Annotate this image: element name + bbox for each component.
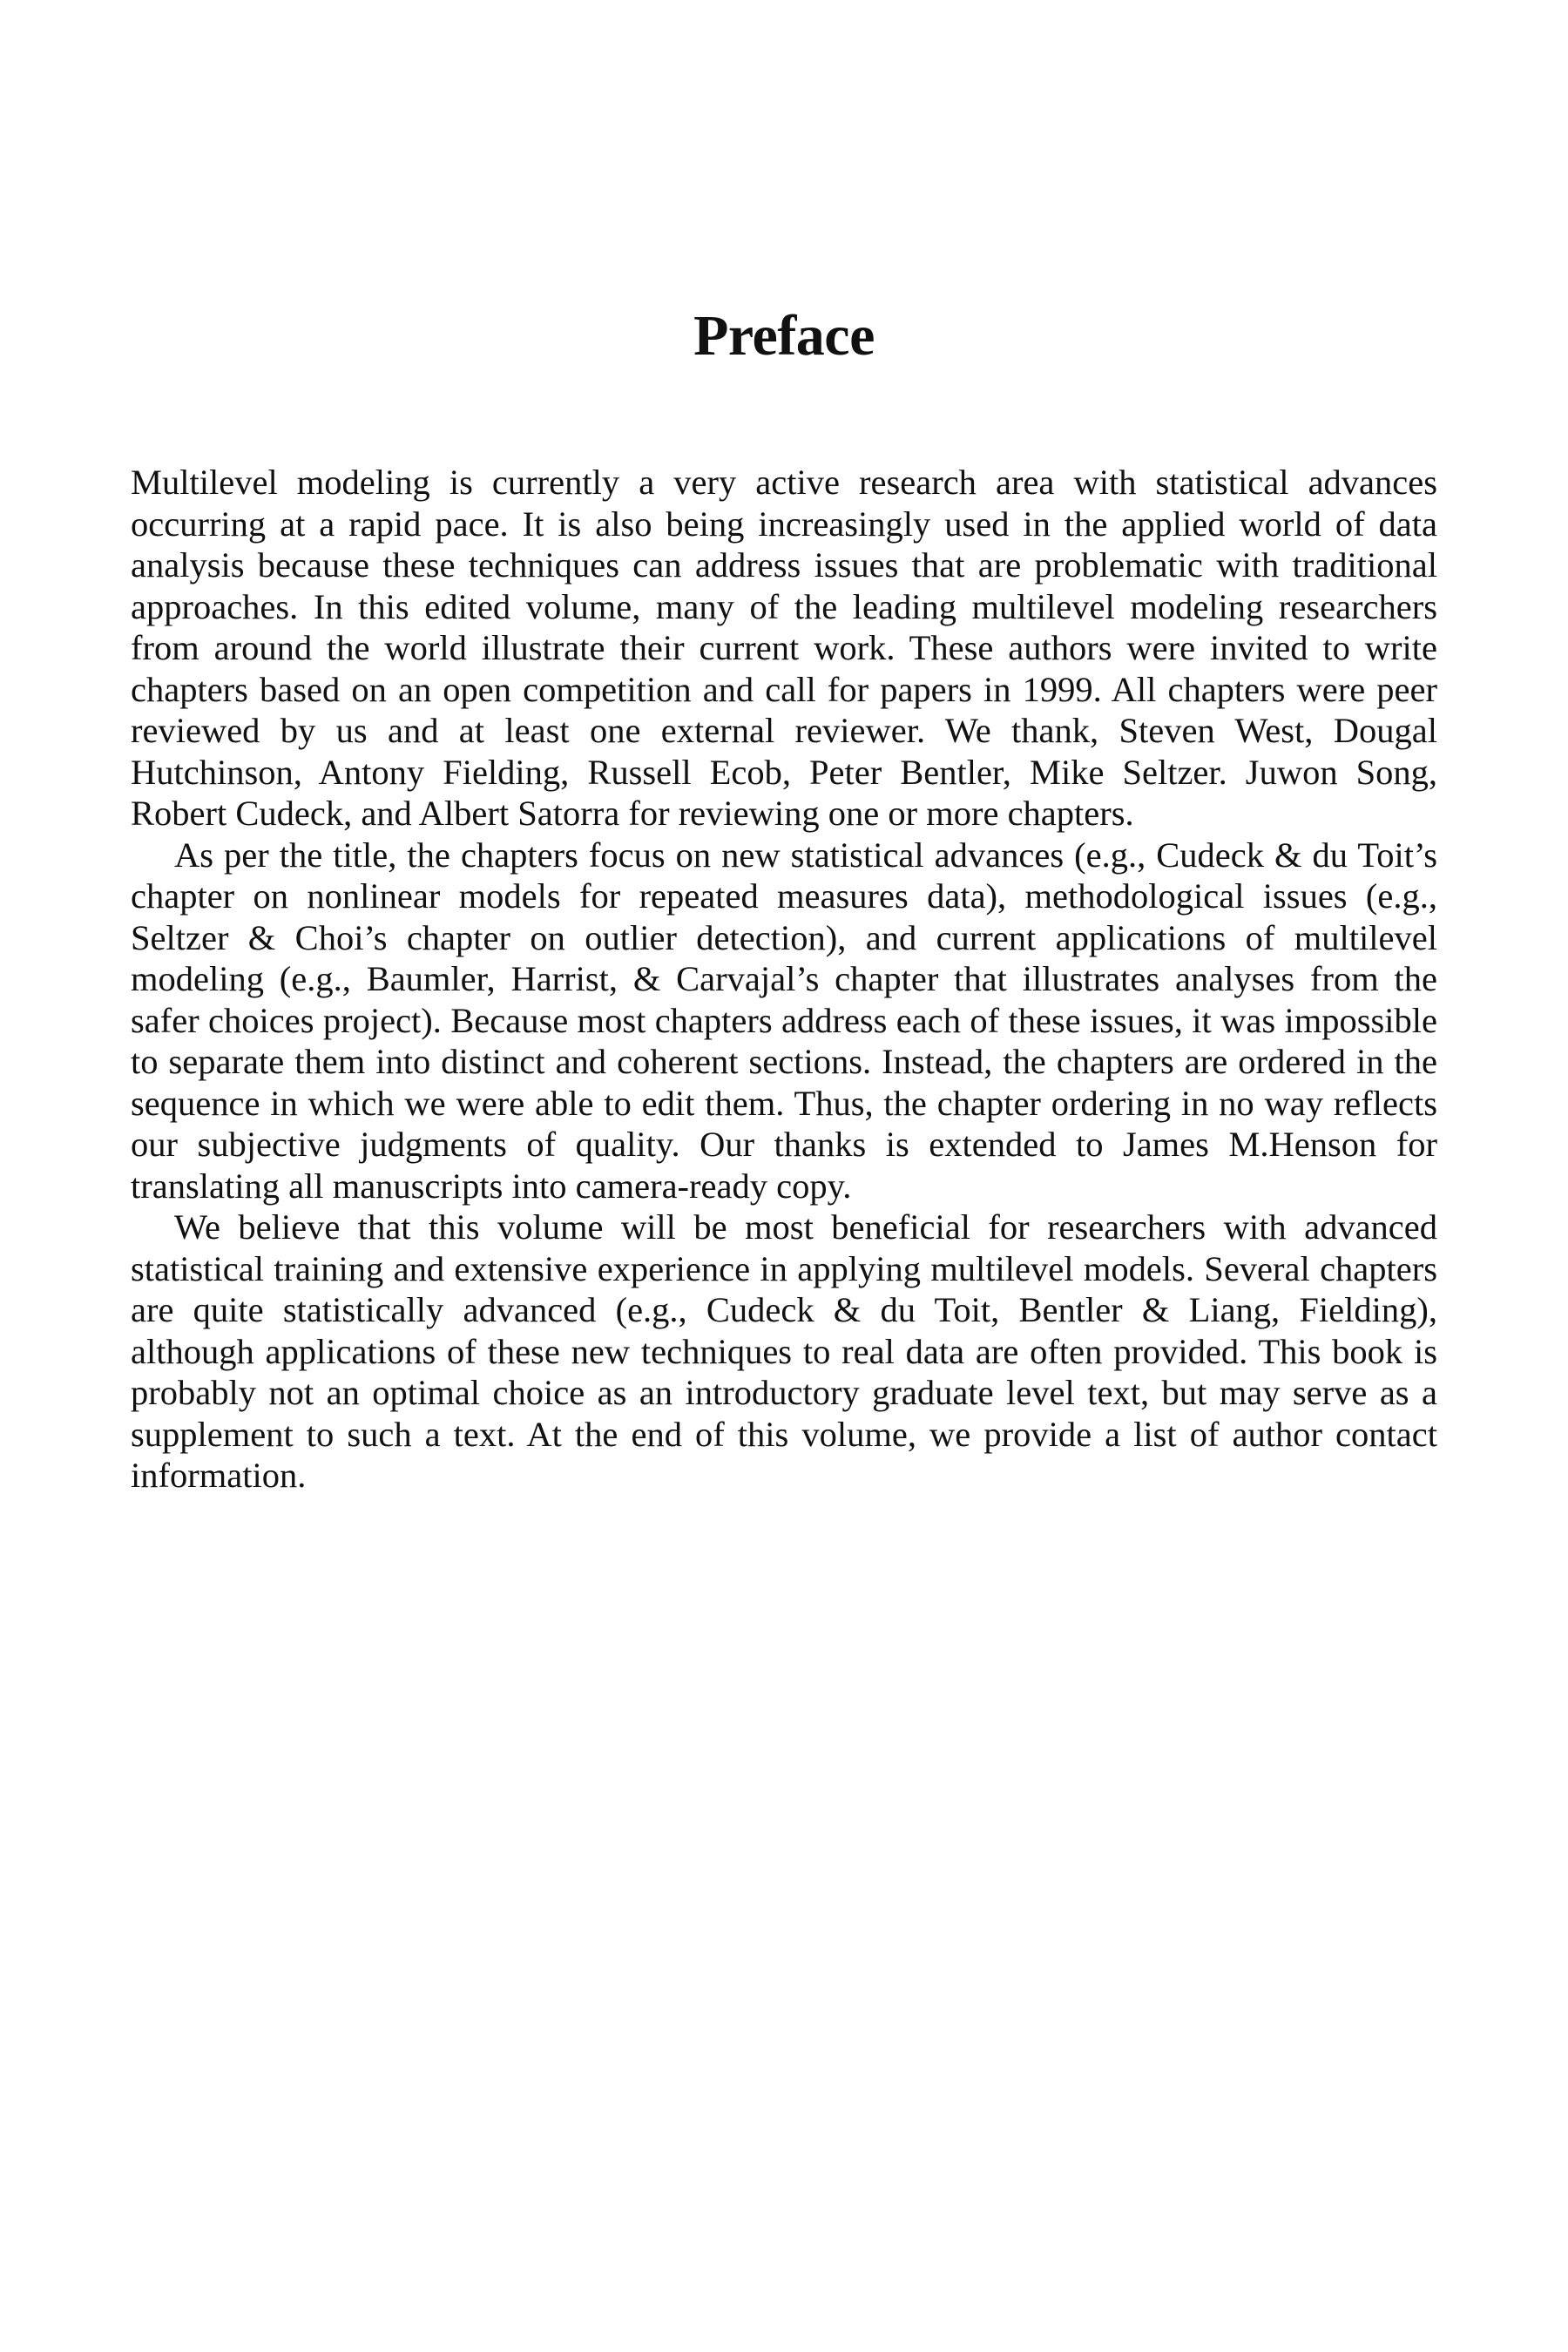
document-page — [131, 0, 1437, 2352]
paragraph-intro: Multilevel modeling is currently a very active research area with statistical advances occurring at a rapid pace. It is also being increasingly used in the applied world of data analysis because these techniques can address issues that are problematic with traditional approaches. In this edited volume, many of the leading multilevel modeling researchers from around the world illustrate their current work. These authors were invited to write chapters based on an open competition and call for papers in 1999. All chapters were peer reviewed by us and at least one external reviewer. We thank, Steven West, Dougal Hutchinson, Antony Fielding, Russell Ecob, Peter Bentler, Mike Seltzer. Juwon Song, Robert Cudeck, and Albert Satorra for reviewing one or more chapters. — [131, 463, 1437, 833]
paragraph-chapters: As per the title, the chapters focus on new statistical advances (e.g., Cudeck & du Toit’s chapter on nonlinear models for repeated measures data), methodological issues (e.g., Seltzer & Choi’s chapter on outlier detection), and current applications of multilevel modeling (e.g., Baumler, Harrist, & Carvajal’s chapter that illustrates analyses from the safer choices project). Because most chapters address each of these issues, it was impossible to separate them into distinct and coherent sections. Instead, the chapters are ordered in the sequence in which we were able to edit them. Thus, the chapter ordering in no way reflects our subjective judgments of quality. Our thanks is extended to James M.Henson for translating all manuscripts into camera-ready copy. — [131, 835, 1437, 1206]
paragraph-audience: We believe that this volume will be most beneficial for researchers with advanced statistical training and extensive experience in applying multilevel models. Several chapters are quite statistically advanced (e.g., Cudeck & du Toit, Bentler & Liang, Fielding), although applications of these new techniques to real data are often provided. This book is probably not an optimal choice as an introductory graduate level text, but may serve as a supplement to such a text. At the end of this volume, we provide a list of author contact information. — [131, 1207, 1437, 1495]
page-title: Preface — [693, 304, 875, 368]
preface-body — [131, 462, 1437, 1497]
